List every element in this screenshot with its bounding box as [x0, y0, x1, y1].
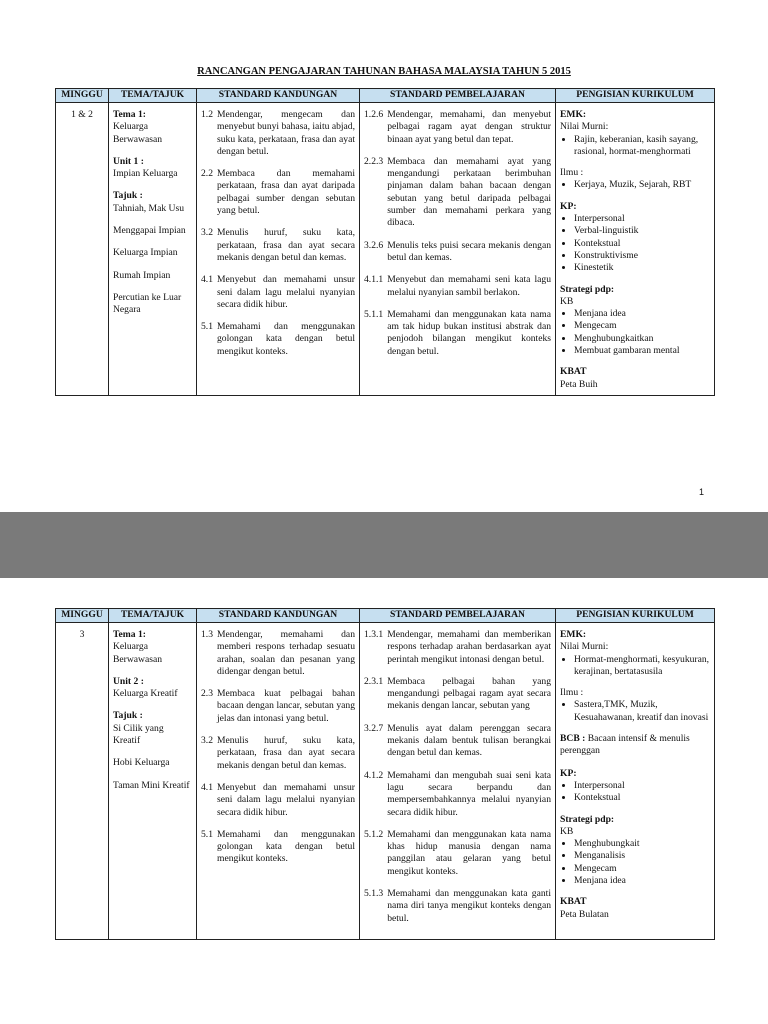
nilai-item: • Hormat-menghormati, kesyukuran, kerajinan, bertatasusila: [574, 654, 710, 679]
strategi-item: • Membuat gambaran mental: [574, 345, 710, 357]
tajuk-block: [113, 710, 192, 791]
plan-table-week-1: [55, 88, 715, 396]
kp-label: KP:: [560, 200, 577, 212]
tema-value: Keluarga Berwawasan: [113, 121, 163, 145]
ilmu-item: • Sastera,TMK, Muzik, Kesuahawanan, kreatif dan inovasi: [574, 699, 710, 724]
tajuk-item: Rumah Impian: [113, 269, 171, 281]
kbat-label: KBAT: [560, 896, 587, 908]
pembelajaran-item: [364, 676, 551, 713]
pembelajaran-text: Membaca dan memahami ayat yang mengandungi perkataan berimbuhan pinjaman dalam bahan bacaan dengan sebutan yang betul daripada pelbagai sumber dan memahami perkara yang dibaca.: [387, 155, 551, 229]
pengisian-kurikulum-cell: [556, 623, 715, 940]
kandungan-code: 5.1: [201, 321, 213, 333]
kb-label: KB: [560, 295, 574, 307]
table-header-row: [56, 609, 715, 623]
kp-item: • Kontekstual: [574, 238, 710, 250]
bcb-block: [560, 733, 710, 758]
pembelajaran-text: Memahami dan menggunakan kata nama am tak hidup bukan institusi abstrak dan penjodoh bilangan mengikut konteks dengan betul.: [387, 308, 551, 357]
tajuk-item: Keluarga Impian: [113, 247, 178, 259]
minggu-cell: [56, 103, 109, 396]
bcb-text: Bacaan intensif & menulis perenggan: [560, 733, 690, 757]
kandungan-code: 1.3: [201, 629, 213, 640]
tajuk-label: Tajuk :: [113, 190, 143, 202]
nilai-item: • Rajin, keberanian, kasih sayang, rasional, hormat-menghormati: [574, 134, 710, 159]
pembelajaran-code: 4.1.2: [364, 769, 384, 781]
pengisian-kurikulum-cell: [556, 103, 715, 396]
strategi-list: [560, 838, 710, 887]
nilai-murni-label: Nilai Murni:: [560, 641, 609, 653]
header-standard-kandungan: STANDARD KANDUNGAN: [197, 89, 360, 103]
tajuk-item: Hobi Keluarga: [113, 757, 170, 769]
ilmu-item: • Kerjaya, Muzik, Sejarah, RBT: [574, 179, 710, 191]
strategi-item: • Menghubungkaitkan: [574, 333, 710, 345]
nilai-murni-label: Nilai Murni:: [560, 121, 609, 133]
kp-item: • Interpersonal: [574, 780, 710, 792]
kp-item: • Verbal-linguistik: [574, 225, 710, 237]
table-row: [56, 103, 715, 396]
unit-value: Keluarga Kreatif: [113, 688, 178, 700]
pembelajaran-code: 5.1.3: [364, 888, 384, 900]
tajuk-item: Tahniah, Mak Usu: [113, 202, 185, 214]
kandungan-text: Membaca kuat pelbagai bahan bacaan dengan lancar, sebutan yang jelas dan intonasi yang betul.: [217, 688, 355, 724]
pembelajaran-item: [364, 274, 551, 299]
header-minggu: MINGGU: [56, 89, 109, 103]
kandungan-item: [201, 227, 355, 264]
page-number: 1: [698, 487, 704, 497]
strategi-item: • Menghubungkait: [574, 838, 710, 850]
kandungan-code: 3.2: [201, 735, 213, 747]
strategi-item: • Mengecam: [574, 863, 710, 875]
document-page-2: [0, 578, 768, 1024]
kandungan-item: [201, 829, 355, 866]
strategi-label: Strategi pdp:: [560, 813, 615, 825]
tajuk-block: [113, 190, 192, 316]
kandungan-text: Membaca dan memahami perkataan, frasa dan ayat daripada pelbagai sumber dengan sebutan yang betul.: [217, 168, 355, 217]
pembelajaran-item: [364, 888, 551, 925]
tema-block: [113, 109, 192, 146]
kandungan-text: Menulis huruf, suku kata, perkataan, frasa dan ayat secara mekanis dengan betul dan kemas.: [217, 735, 355, 771]
pembelajaran-code: 5.1.2: [364, 828, 384, 840]
tema-label: Tema 1:: [113, 629, 146, 640]
standard-kandungan-cell: [197, 103, 360, 396]
header-minggu: MINGGU: [56, 609, 109, 623]
week-number: 1 & 2: [71, 109, 93, 120]
pembelajaran-item: [364, 770, 551, 819]
header-tema-tajuk: TEMA/TAJUK: [109, 609, 197, 623]
header-pengisian-kurikulum: PENGISIAN KURIKULUM: [556, 609, 715, 623]
kandungan-code: 4.1: [201, 274, 213, 286]
tajuk-item: Menggapai Impian: [113, 225, 186, 237]
tema-tajuk-cell: [109, 623, 197, 940]
kandungan-item: [201, 688, 355, 725]
emk-label: EMK:: [560, 109, 587, 120]
pembelajaran-item: [364, 109, 551, 146]
kp-item: • Kontekstual: [574, 792, 710, 804]
tajuk-label: Tajuk :: [113, 710, 143, 722]
pembelajaran-item: [364, 829, 551, 878]
kbat-value: Peta Bulatan: [560, 908, 609, 920]
ilmu-label: Ilmu :: [560, 687, 584, 699]
kp-item: • Konstruktivisme: [574, 250, 710, 262]
emk-label: EMK:: [560, 629, 587, 640]
tajuk-item: Si Cilik yang Kreatif: [113, 722, 164, 747]
pembelajaran-code: 4.1.1: [364, 274, 384, 286]
tema-value: Keluarga Berwawasan: [113, 641, 163, 665]
kp-item: • Interpersonal: [574, 213, 710, 225]
kp-list: [560, 780, 710, 805]
kandungan-item: [201, 274, 355, 311]
kandungan-code: 2.3: [201, 688, 213, 700]
standard-kandungan-cell: [197, 623, 360, 940]
nilai-list: [560, 134, 710, 159]
ilmu-label: Ilmu :: [560, 167, 584, 179]
pembelajaran-code: 5.1.1: [364, 308, 384, 320]
kandungan-code: 4.1: [201, 781, 213, 793]
pembelajaran-code: 3.2.6: [364, 239, 384, 251]
strategi-list: [560, 308, 710, 357]
pembelajaran-text: Memahami dan menggunakan kata ganti nama diri tanya mengikut konteks dengan betul.: [387, 888, 551, 924]
kandungan-text: Mendengar, memahami dan memberi respons terhadap sesuatu arahan, soalan dan pesanan yang didengar dengan betul.: [217, 629, 355, 677]
unit-block: [113, 676, 192, 701]
header-standard-pembelajaran: STANDARD PEMBELAJARAN: [360, 609, 556, 623]
pembelajaran-item: [364, 309, 551, 358]
kandungan-item: [201, 782, 355, 819]
bcb-label: BCB :: [560, 733, 586, 745]
plan-table-week-3: [55, 608, 715, 940]
pembelajaran-item: [364, 156, 551, 230]
standard-pembelajaran-cell: [360, 623, 556, 940]
ilmu-list: [560, 179, 710, 191]
pembelajaran-text: Membaca pelbagai bahan yang mengandungi pelbagai ragam ayat secara mekanis dengan lancar, sebutan yang: [387, 675, 551, 712]
kp-label: KP:: [560, 767, 577, 779]
kp-item: • Kinestetik: [574, 262, 710, 274]
header-tema-tajuk: TEMA/TAJUK: [109, 89, 197, 103]
pembelajaran-text: Mendengar, memahami, dan menyebut pelbagai ragam ayat dengan struktur binaan ayat yang betul dan tepat.: [387, 109, 551, 145]
pembelajaran-code: 2.2.3: [364, 155, 384, 167]
kandungan-text: Menyebut dan memahami unsur seni dalam lagu melalui nyanyian secara didik hibur.: [217, 274, 355, 310]
kandungan-code: 2.2: [201, 168, 213, 180]
pembelajaran-code: 3.2.7: [364, 722, 384, 734]
kandungan-code: 1.2: [201, 109, 213, 120]
kandungan-item: [201, 321, 355, 358]
kandungan-item: [201, 629, 355, 678]
kandungan-text: Memahami dan menggunakan golongan kata dengan betul mengikut konteks.: [217, 321, 355, 357]
pembelajaran-item: [364, 240, 551, 265]
header-standard-kandungan: STANDARD KANDUNGAN: [197, 609, 360, 623]
kandungan-text: Mendengar, mengecam dan menyebut bunyi bahasa, iaitu abjad, suku kata, perkataan, frasa dan ayat dengan betul.: [217, 109, 356, 157]
kbat-label: KBAT: [560, 366, 587, 378]
document-title: RANCANGAN PENGAJARAN TAHUNAN BAHASA MALAYSIA TAHUN 5 2015: [197, 66, 571, 77]
minggu-cell: [56, 623, 109, 940]
strategi-item: • Menjana idea: [574, 308, 710, 320]
standard-pembelajaran-cell: [360, 103, 556, 396]
table-row: [56, 623, 715, 940]
header-standard-pembelajaran: STANDARD PEMBELAJARAN: [360, 89, 556, 103]
unit-value: Impian Keluarga: [113, 168, 178, 180]
pembelajaran-text: Memahami dan menggunakan kata nama khas hidup manusia dengan nama panggilan atau gelaran yang betul mengikut konteks.: [387, 828, 551, 877]
table-header-row: [56, 89, 715, 103]
ilmu-list: [560, 699, 710, 724]
pembelajaran-code: 1.2.6: [364, 109, 384, 120]
pembelajaran-text: Menulis teks puisi secara mekanis dengan betul dan kemas.: [387, 239, 551, 263]
tema-tajuk-cell: [109, 103, 197, 396]
strategi-item: • Menjana idea: [574, 875, 710, 887]
kandungan-code: 5.1: [201, 828, 213, 840]
kbat-value: Peta Buih: [560, 378, 598, 390]
kp-list: [560, 213, 710, 274]
pembelajaran-item: [364, 723, 551, 760]
pembelajaran-text: Memahami dan mengubah suai seni kata lagu secara berpandu dan mempersembahkannya melalui nyanyian secara didik hibur.: [387, 769, 551, 818]
unit-label: Unit 1 :: [113, 155, 144, 167]
kandungan-item: [201, 735, 355, 772]
unit-block: [113, 156, 192, 181]
kandungan-item: [201, 109, 355, 158]
strategi-item: • Menganalisis: [574, 850, 710, 862]
tema-block: [113, 629, 192, 666]
tajuk-item: Percutian ke Luar Negara: [113, 291, 182, 316]
nilai-list: [560, 654, 710, 679]
tema-label: Tema 1:: [113, 109, 146, 120]
unit-label: Unit 2 :: [113, 675, 144, 687]
tajuk-item: Taman Mini Kreatif: [113, 779, 190, 791]
week-number: 3: [79, 629, 85, 640]
pembelajaran-code: 2.3.1: [364, 675, 384, 687]
strategi-label: Strategi pdp:: [560, 283, 615, 295]
kandungan-item: [201, 168, 355, 217]
strategi-item: • Mengecam: [574, 320, 710, 332]
kandungan-text: Menyebut dan memahami unsur seni dalam lagu melalui nyanyian secara didik hibur.: [217, 781, 355, 818]
kandungan-code: 3.2: [201, 227, 213, 239]
kandungan-text: Menulis huruf, suku kata, perkataan, frasa dan ayat secara mekanis dengan betul dan kemas.: [217, 227, 355, 263]
kb-label: KB: [560, 825, 574, 837]
header-pengisian-kurikulum: PENGISIAN KURIKULUM: [556, 89, 715, 103]
pembelajaran-text: Menulis ayat dalam perenggan secara mekanis dalam bentuk tulisan berangkai dengan betul dan kemas.: [387, 722, 551, 759]
pembelajaran-item: [364, 629, 551, 666]
pembelajaran-text: Menyebut dan memahami seni kata lagu melalui nyanyian sambil berlakon.: [387, 274, 551, 298]
pembelajaran-text: Mendengar, memahami dan memberikan respons terhadap arahan berdasarkan ayat perintah mengikut intonasi dengan betul.: [387, 629, 551, 665]
kandungan-text: Memahami dan menggunakan golongan kata dengan betul mengikut konteks.: [217, 828, 355, 865]
pembelajaran-code: 1.3.1: [364, 629, 384, 640]
